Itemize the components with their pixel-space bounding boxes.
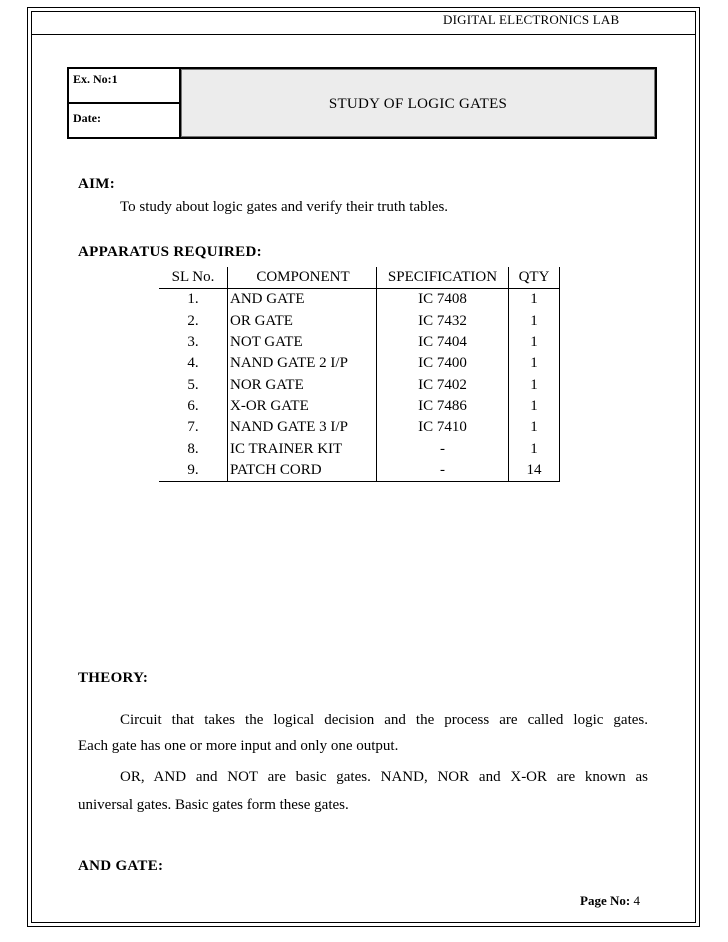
cell-component: X-OR GATE [228,396,377,417]
cell-sl-no: 1. [159,289,228,311]
cell-specification: IC 7408 [377,289,509,311]
cell-component: NAND GATE 3 I/P [228,417,377,438]
apparatus-table [159,267,560,482]
cell-component: AND GATE [228,289,377,311]
cell-specification: - [377,460,509,482]
cell-specification: IC 7432 [377,311,509,332]
apparatus-table-header-row [159,267,560,289]
column-header-component: COMPONENT [228,267,377,289]
page-number-footer [580,893,640,909]
table-row [159,396,560,417]
table-row [159,289,560,311]
cell-specification: IC 7400 [377,353,509,374]
column-header-specification: SPECIFICATION [377,267,509,289]
cell-specification: IC 7404 [377,332,509,353]
theory-heading: THEORY: [78,670,149,686]
cell-qty: 1 [509,353,560,374]
cell-sl-no: 7. [159,417,228,438]
table-row [159,332,560,353]
table-row [159,460,560,482]
exercise-title-cell [181,69,655,137]
table-row [159,374,560,395]
cell-component: PATCH CORD [228,460,377,482]
cell-sl-no: 2. [159,311,228,332]
table-row [159,311,560,332]
theory-paragraph-1-line-2: Each gate has one or more input and only one output. [78,738,399,754]
cell-sl-no: 4. [159,353,228,374]
cell-sl-no: 3. [159,332,228,353]
table-row [159,417,560,438]
cell-sl-no: 5. [159,374,228,395]
cell-qty: 1 [509,311,560,332]
exercise-info-box [67,67,657,139]
column-header-sl-no: SL No. [159,267,228,289]
cell-qty: 1 [509,438,560,459]
cell-component: IC TRAINER KIT [228,438,377,459]
cell-qty: 1 [509,374,560,395]
column-header-qty: QTY [509,267,560,289]
exercise-number-cell [69,69,179,104]
cell-specification: IC 7410 [377,417,509,438]
table-row [159,353,560,374]
cell-component: NAND GATE 2 I/P [228,353,377,374]
exercise-title: STUDY OF LOGIC GATES [328,96,508,112]
page-number-label: Page No: [580,893,631,908]
date-label: Date: [73,111,101,125]
cell-qty: 1 [509,332,560,353]
lab-name-header: DIGITAL ELECTRONICS LAB [443,12,620,27]
header-divider [31,34,696,35]
aim-heading: AIM: [78,176,116,192]
aim-text: To study about logic gates and verify their truth tables. [120,199,449,215]
ex-no-label: Ex. No:1 [73,72,118,86]
table-row [159,438,560,459]
cell-sl-no: 9. [159,460,228,482]
cell-qty: 1 [509,417,560,438]
theory-paragraph-2-line-2: universal gates. Basic gates form these gates. [78,797,349,813]
cell-component: NOR GATE [228,374,377,395]
cell-qty: 1 [509,396,560,417]
cell-component: NOT GATE [228,332,377,353]
and-gate-heading: AND GATE: [78,858,164,874]
cell-specification: IC 7402 [377,374,509,395]
theory-paragraph-1-line-1: Circuit that takes the logical decision and the process are called logic gates. [120,712,648,728]
cell-qty: 14 [509,460,560,482]
apparatus-heading: APPARATUS REQUIRED: [78,244,262,260]
page-number-value: 4 [633,893,640,908]
theory-paragraph-2-line-1: OR, AND and NOT are basic gates. NAND, NOR and X-OR are known as [120,769,648,785]
cell-specification: - [377,438,509,459]
cell-qty: 1 [509,289,560,311]
cell-component: OR GATE [228,311,377,332]
cell-sl-no: 6. [159,396,228,417]
cell-specification: IC 7486 [377,396,509,417]
cell-sl-no: 8. [159,438,228,459]
